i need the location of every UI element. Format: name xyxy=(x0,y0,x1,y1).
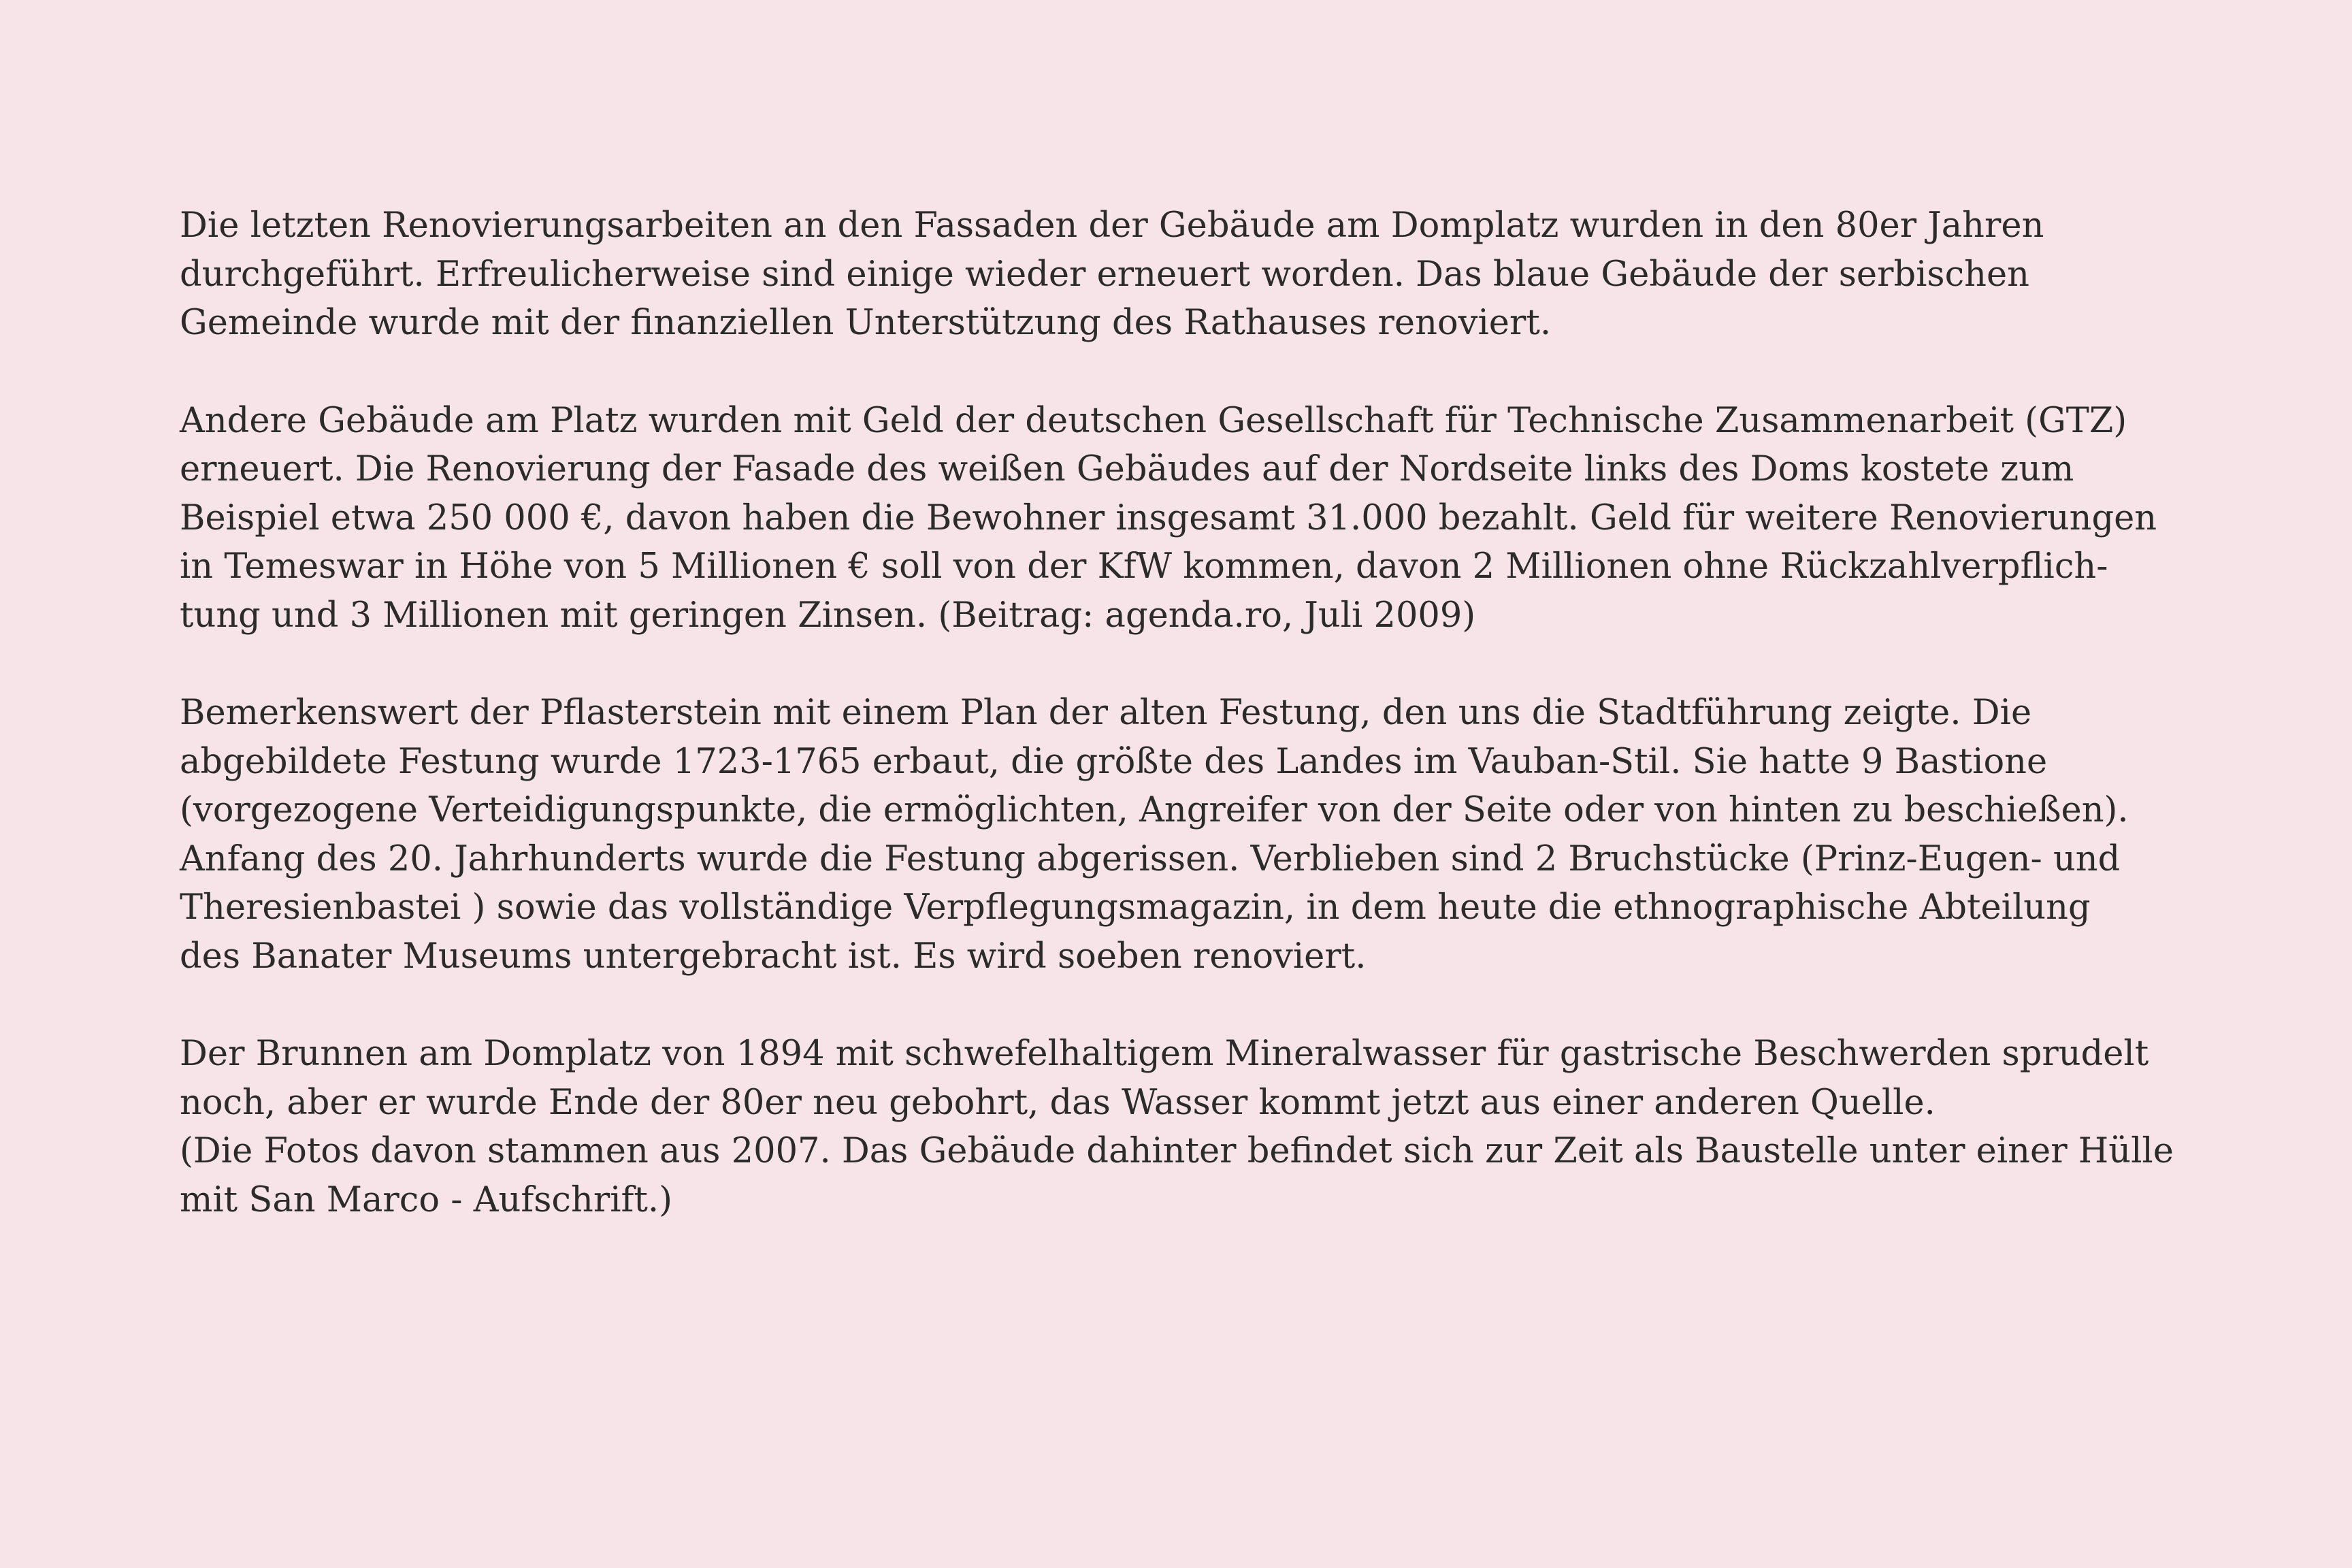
text-line: Beispiel etwa 250 000 €, davon haben die Bewohner insgesamt 31.000 bezahlt. Geld für weitere Renovierungen xyxy=(180,497,2157,538)
paragraph-gtz-funding xyxy=(180,397,2303,640)
text-line: Die letzten Renovierungsarbeiten an den Fassaden der Gebäude am Domplatz wurden in den 80er Jahren xyxy=(180,206,2044,246)
text-line: abgebildete Festung wurde 1723-1765 erbaut, die größte des Landes im Vauban-Stil. Sie hatte 9 Bastione xyxy=(180,741,2048,782)
text-line: Theresienbastei ) sowie das vollständige Verpflegungsmagazin, in dem heute die ethnographische Abteilung xyxy=(180,887,2091,928)
text-line: (vorgezogene Verteidigungspunkte, die ermöglichten, Angreifer von der Seite oder von hinten zu beschießen). xyxy=(180,790,2129,830)
paragraph-renovation-80s xyxy=(180,201,2303,348)
text-line: erneuert. Die Renovierung der Fasade des weißen Gebäudes auf der Nordseite links des Doms kostete zum xyxy=(180,449,2074,489)
text-line: in Temeswar in Höhe von 5 Millionen € soll von der KfW kommen, davon 2 Millionen ohne Rückzahlverpflich- xyxy=(180,546,2108,587)
paragraph-fortress xyxy=(180,689,2303,981)
text-line: (Die Fotos davon stammen aus 2007. Das Gebäude dahinter befindet sich zur Zeit als Baustelle unter einer Hülle xyxy=(180,1131,2174,1171)
text-line: Gemeinde wurde mit der finanziellen Unterstützung des Rathauses renoviert. xyxy=(180,303,1552,343)
text-line: tung und 3 Millionen mit geringen Zinsen. (Beitrag: agenda.ro, Juli 2009) xyxy=(180,595,1476,636)
text-line: durchgeführt. Erfreulicherweise sind einige wieder erneuert worden. Das blaue Gebäude der serbischen xyxy=(180,254,2030,295)
article-text xyxy=(180,201,2303,1273)
text-line: des Banater Museums untergebracht ist. Es wird soeben renoviert. xyxy=(180,936,1367,977)
text-line: Der Brunnen am Domplatz von 1894 mit schwefelhaltigem Mineralwasser für gastrische Beschwerden sprudelt xyxy=(180,1034,2149,1074)
paragraph-fountain xyxy=(180,1030,2303,1224)
text-line: Andere Gebäude am Platz wurden mit Geld der deutschen Gesellschaft für Technische Zusammenarbeit (GTZ) xyxy=(180,400,2127,441)
text-line: mit San Marco - Aufschrift.) xyxy=(180,1179,673,1220)
text-line: Anfang des 20. Jahrhunderts wurde die Festung abgerissen. Verblieben sind 2 Bruchstücke (Prinz-Eugen- und xyxy=(180,838,2121,879)
text-line: noch, aber er wurde Ende der 80er neu gebohrt, das Wasser kommt jetzt aus einer anderen Quelle. xyxy=(180,1082,1936,1123)
text-line: Bemerkenswert der Pflasterstein mit einem Plan der alten Festung, den uns die Stadtführung zeigte. Die xyxy=(180,693,2032,733)
